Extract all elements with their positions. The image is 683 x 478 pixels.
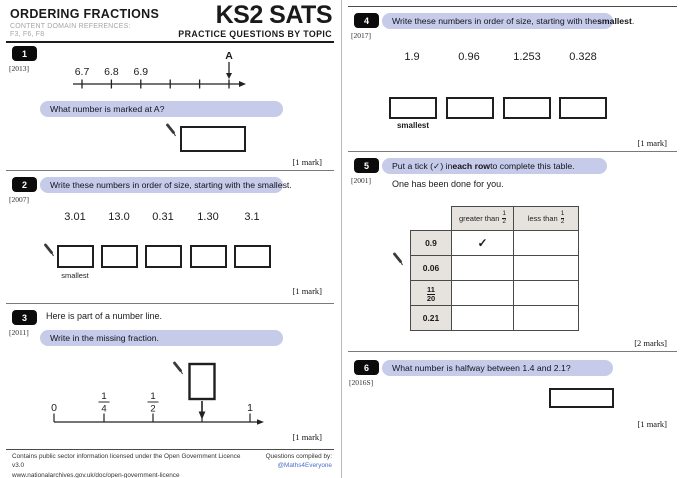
q4-number: 0.328 <box>569 51 597 63</box>
question-1-badge: 1 <box>12 46 37 61</box>
pencil-icon <box>175 363 183 374</box>
question-3-year: [2011] <box>9 328 29 337</box>
q1-tick-label: 6.7 <box>74 66 90 78</box>
q4-order-box-4[interactable] <box>559 97 607 119</box>
q6-answer-box[interactable] <box>549 388 614 408</box>
question-1-year: [2013] <box>9 64 29 73</box>
q4-marks: [1 mark] <box>637 138 667 148</box>
question-5-badge: 5 <box>354 158 379 173</box>
q3-intro-text: Here is part of a number line. <box>46 311 163 321</box>
q3-marks: [1 mark] <box>292 432 322 442</box>
q4-prompt-bold: smallest <box>597 16 632 26</box>
footer-credit <box>232 452 332 471</box>
q1-prompt-text: What number is marked at A? <box>50 104 165 114</box>
q2-order-box-1[interactable] <box>57 245 94 268</box>
question-divider <box>348 351 677 352</box>
q5-row-label: 0.21 <box>411 306 452 331</box>
q1-marker-label: A <box>225 50 233 62</box>
footer-rule <box>6 449 334 450</box>
q5-col-header-text: greater than <box>458 214 500 223</box>
q3-prompt-text: Write in the missing fraction. <box>50 333 159 343</box>
q4-number: 1.9 <box>404 51 420 63</box>
q1-tick-label: 6.8 <box>104 66 119 78</box>
q4-order-box-1[interactable] <box>389 97 437 119</box>
eleven-twentieths-fraction: $\frac{11}{20}$ <box>426 284 436 303</box>
q4-prompt-pill <box>382 13 635 29</box>
q5-col-header-text: less than <box>527 214 558 223</box>
q2-order-box-3[interactable] <box>145 245 182 268</box>
q5-col-header-less <box>514 207 579 231</box>
brand-title: KS2 SATS <box>215 1 332 29</box>
content-domain-value: F3, F6, F8 <box>10 31 45 38</box>
q5-prompt-suffix: to complete this table. <box>490 161 575 171</box>
q4-order-box-3[interactable] <box>503 97 551 119</box>
q5-cell-0-less[interactable] <box>514 231 579 256</box>
q5-row-label-fraction <box>411 281 452 306</box>
q5-cell-2-greater[interactable] <box>452 281 514 306</box>
half-fraction: $\frac{1}{2}$ <box>502 210 507 225</box>
q5-prompt-pill <box>382 158 607 174</box>
q3-frac2-num: 1 <box>150 391 156 402</box>
footer-license-line2: www.nationalarchives.gov.uk/doc/open-government-licence <box>12 471 180 478</box>
q2-order-box-2[interactable] <box>101 245 138 268</box>
question-2-year: [2007] <box>9 195 29 204</box>
q1-prompt-pill <box>40 101 283 117</box>
q4-prompt-suffix: . <box>631 16 635 26</box>
q6-marks: [1 mark] <box>637 419 667 429</box>
q5-cell-1-greater[interactable] <box>452 256 514 281</box>
q5-marks: [2 marks] <box>634 338 667 348</box>
question-4-year: [2017] <box>351 31 371 40</box>
footer-license <box>12 452 242 478</box>
q4-smallest-caption: smallest <box>396 121 430 130</box>
question-2-badge: 2 <box>12 177 37 192</box>
question-divider <box>6 170 334 171</box>
q3-number-line <box>35 358 280 430</box>
question-divider <box>348 151 677 152</box>
q2-prompt-pill <box>40 177 292 193</box>
q5-cell-3-greater[interactable] <box>452 306 514 331</box>
column-divider <box>341 0 342 478</box>
question-3-badge: 3 <box>12 310 37 325</box>
q5-prompt-bold: each row <box>452 161 491 171</box>
q2-prompt-text: Write these numbers in order of size, starting with the smallest. <box>50 180 292 190</box>
q6-prompt-pill <box>382 360 613 376</box>
q5-table-corner <box>411 207 452 231</box>
pencil-icon <box>392 252 405 267</box>
q6-prompt-text: What number is halfway between 1.4 and 2.1? <box>392 363 571 373</box>
q2-number: 3.01 <box>64 211 86 223</box>
question-divider <box>348 6 677 7</box>
question-divider <box>6 303 334 304</box>
header-rule <box>6 41 334 43</box>
q5-cell-2-less[interactable] <box>514 281 579 306</box>
brand-block <box>178 3 332 39</box>
q5-cell-3-less[interactable] <box>514 306 579 331</box>
pencil-icon <box>165 123 178 138</box>
q2-marks: [1 mark] <box>292 286 322 296</box>
q4-number: 1.253 <box>513 51 541 63</box>
q3-prompt-pill <box>40 330 283 346</box>
question-6-badge: 6 <box>354 360 379 375</box>
footer-credit-label: Questions compiled by: <box>265 453 332 460</box>
question-5-year: [2001] <box>351 176 371 185</box>
q3-frac2-den: 2 <box>150 403 156 415</box>
q3-end-label: 1 <box>247 402 253 414</box>
question-6-year: [2016S] <box>349 378 374 387</box>
q1-number-line <box>55 48 265 94</box>
q4-prompt-prefix: Write these numbers in order of size, starting with the <box>392 16 598 26</box>
footer-credit-handle[interactable]: @Maths4Everyone <box>277 462 332 470</box>
page-title: ORDERING FRACTIONS <box>10 7 160 21</box>
q4-number: 0.96 <box>458 51 480 63</box>
q2-order-box-4[interactable] <box>190 245 227 268</box>
q3-frac1-num: 1 <box>101 391 107 402</box>
q1-tick-label: 6.9 <box>133 66 149 78</box>
pencil-icon <box>43 243 56 258</box>
q2-number: 13.0 <box>108 211 130 223</box>
q3-frac1-den: 4 <box>101 403 107 415</box>
q1-answer-box[interactable] <box>180 126 246 152</box>
content-domain-label: CONTENT DOMAIN REFERENCES: <box>10 23 131 30</box>
q5-cell-1-less[interactable] <box>514 256 579 281</box>
q2-smallest-caption: smallest <box>61 271 89 280</box>
q3-answer-box[interactable] <box>190 364 215 399</box>
footer-license-line1: Contains public sector information licensed under the Open Government Licence v3.0 <box>12 453 241 470</box>
q5-cell-0-greater[interactable]: ✓ <box>452 231 514 256</box>
q2-number: 0.31 <box>152 211 174 223</box>
q5-col-header-greater <box>452 207 514 231</box>
q2-order-box-5[interactable] <box>234 245 271 268</box>
q5-tick-table <box>410 206 579 331</box>
brand-subtitle: PRACTICE QUESTIONS BY TOPIC <box>178 29 332 39</box>
q3-start-label: 0 <box>51 402 57 414</box>
q5-prompt-prefix: Put a tick (✓) in <box>392 160 453 171</box>
q2-number: 3.1 <box>244 211 260 223</box>
q2-number: 1.30 <box>197 211 219 223</box>
q5-row-label: 0.9 <box>411 231 452 256</box>
question-4-badge: 4 <box>354 13 379 28</box>
q1-marks: [1 mark] <box>292 157 322 167</box>
q5-note-text: One has been done for you. <box>392 179 504 189</box>
q5-row-label: 0.06 <box>411 256 452 281</box>
half-fraction: $\frac{1}{2}$ <box>560 210 565 225</box>
q4-order-box-2[interactable] <box>446 97 494 119</box>
